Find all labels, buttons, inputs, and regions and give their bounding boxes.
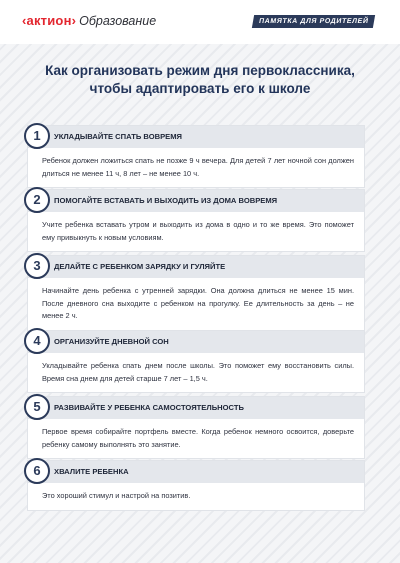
tip-heading: РАЗВИВАЙТЕ У РЕБЕНКА САМОСТОЯТЕЛЬНОСТЬ [54, 403, 244, 412]
tip-text: Ребенок должен ложиться спать не позже 9 ч вечера. Для детей 7 лет ночной сон должен длиться не менее 11 ч, 8 лет – не менее 10 ч. [42, 156, 354, 178]
logo [22, 13, 156, 28]
tip-number: 1 [24, 123, 50, 149]
tip-header [28, 256, 364, 278]
tip-header [28, 190, 364, 212]
tip-text: Укладывайте ребенка спать днем после школы. Это поможет ему восстановить силы. Время сна днем для детей старше 7 лет – 1,5 ч. [42, 361, 354, 383]
tip-header [28, 397, 364, 419]
tip-text: Учите ребенка вставать утром и выходить из дома в одно и то же время. Это поможет ему привыкнуть к новым условиям. [42, 220, 354, 242]
tip-header [28, 331, 364, 353]
tip-header [28, 461, 364, 483]
tip-heading: ДЕЛАЙТЕ С РЕБЕНКОМ ЗАРЯДКУ И ГУЛЯЙТЕ [54, 262, 226, 271]
audience-badge: ПАМЯТКА ДЛЯ РОДИТЕЛЕЙ [251, 15, 375, 28]
logo-mark: ‹актион› [22, 13, 77, 28]
tip-card-4 [28, 331, 364, 392]
header [0, 0, 400, 44]
logo-subtitle: Образование [79, 14, 157, 28]
tip-card-2 [28, 190, 364, 251]
tip-card-1 [28, 126, 364, 187]
tip-card-5 [28, 397, 364, 458]
tip-heading: ПОМОГАЙТЕ ВСТАВАТЬ И ВЫХОДИТЬ ИЗ ДОМА ВОВРЕМЯ [54, 196, 278, 205]
tip-text: Это хороший стимул и настрой на позитив. [42, 491, 191, 500]
tip-heading: ХВАЛИТЕ РЕБЕНКА [54, 467, 129, 476]
tip-heading: УКЛАДЫВАЙТЕ СПАТЬ ВОВРЕМЯ [54, 132, 183, 141]
tip-heading: ОРГАНИЗУЙТЕ ДНЕВНОЙ СОН [54, 337, 169, 346]
tip-card-3 [28, 256, 364, 330]
page-title-line-1: Как организовать режим дня первоклассника, [45, 63, 355, 78]
tip-header [28, 126, 364, 148]
tip-card-6 [28, 461, 364, 510]
tip-text: Начинайте день ребенка с утренней зарядки. Она должна длиться не менее 15 мин. После дневного сна выходите с ребенком на прогулку. Ее длительность за день – не менее 2 ч. [42, 286, 354, 320]
page-title [20, 62, 380, 98]
tip-number: 4 [24, 328, 50, 354]
tip-number: 5 [24, 394, 50, 420]
tip-number: 6 [24, 458, 50, 484]
page-title-line-2: чтобы адаптировать его к школе [89, 81, 311, 96]
tip-text: Первое время собирайте портфель вместе. Когда ребенок немного освоится, доверьте ребенку самому выполнять это занятие. [42, 427, 354, 449]
tip-number: 2 [24, 187, 50, 213]
tip-number: 3 [24, 253, 50, 279]
